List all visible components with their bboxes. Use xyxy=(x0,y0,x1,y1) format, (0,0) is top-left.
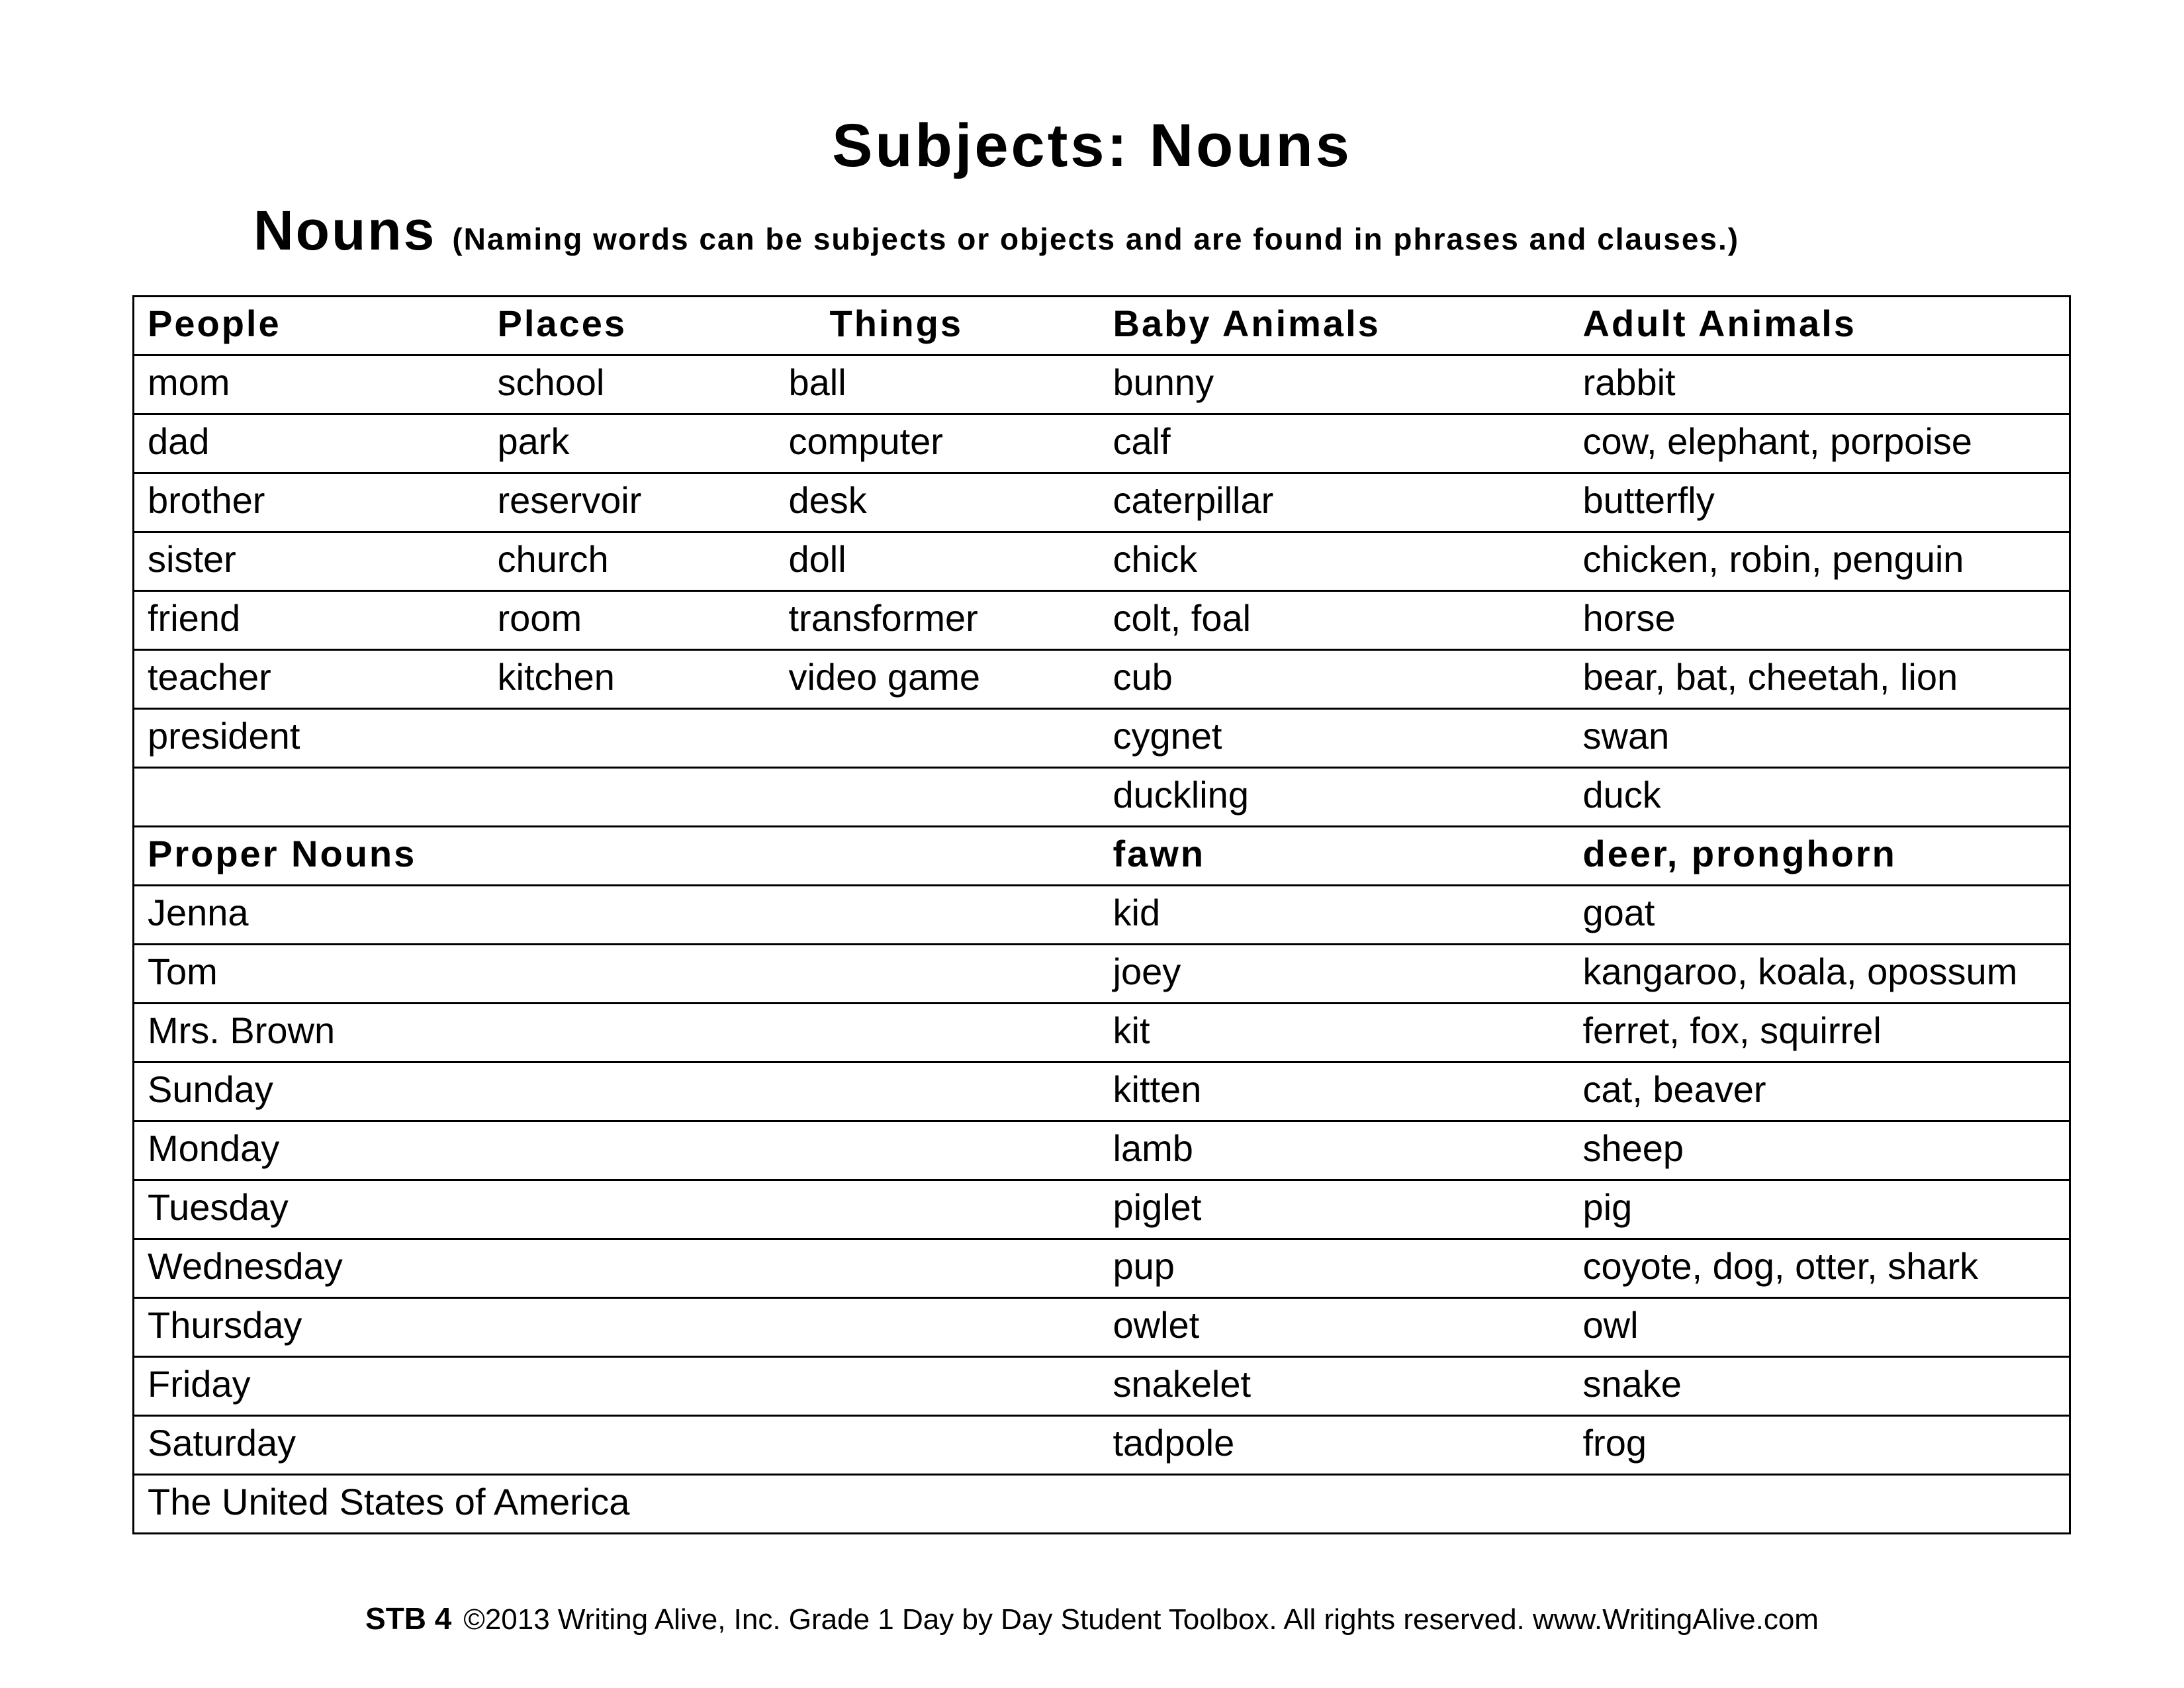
cell-places: reservoir xyxy=(497,479,642,521)
cell-people: Saturday xyxy=(148,1422,296,1464)
cell-things: ball xyxy=(788,361,846,403)
cell-baby-animals: duckling xyxy=(1113,774,1249,816)
footer-code: STB 4 xyxy=(365,1601,452,1636)
table-row xyxy=(134,532,2070,591)
table-row xyxy=(134,473,2070,532)
cell-baby-animals: tadpole xyxy=(1113,1422,1235,1464)
cell-adult-animals: chicken, robin, penguin xyxy=(1582,538,1964,580)
cell-adult-animals: bear, bat, cheetah, lion xyxy=(1582,656,1958,698)
table-row xyxy=(134,945,2070,1004)
table-row xyxy=(134,1121,2070,1180)
cell-people: Sunday xyxy=(148,1068,273,1110)
cell-baby-animals: bunny xyxy=(1113,361,1214,403)
cell-adult-animals: cat, beaver xyxy=(1582,1068,1766,1110)
table-row xyxy=(134,1180,2070,1239)
cell-people: mom xyxy=(148,361,230,403)
table-row xyxy=(134,768,2070,827)
cell-baby-animals: cub xyxy=(1113,656,1173,698)
cell-people: Wednesday xyxy=(148,1245,343,1287)
column-header-baby-animals: Baby Animals xyxy=(1113,303,1381,344)
section-heading-title: Nouns xyxy=(253,199,437,261)
cell-baby-animals: lamb xyxy=(1113,1127,1193,1169)
cell-places xyxy=(484,1357,784,1416)
cell-places xyxy=(484,1180,784,1239)
cell-things xyxy=(784,827,1100,886)
cell-people: president xyxy=(148,715,300,757)
cell-things: doll xyxy=(788,538,846,580)
cell-baby-animals: owlet xyxy=(1113,1304,1200,1346)
cell-things xyxy=(784,886,1100,945)
cell-people: Friday xyxy=(148,1363,251,1405)
cell-places xyxy=(484,1416,784,1475)
column-header-adult-animals: Adult Animals xyxy=(1582,303,1856,344)
cell-things xyxy=(784,1298,1100,1357)
cell-baby-animals: fawn xyxy=(1113,833,1206,874)
table-row xyxy=(134,650,2070,709)
cell-baby-animals: colt, foal xyxy=(1113,597,1251,639)
table-row xyxy=(134,1475,2070,1534)
cell-people: brother xyxy=(148,479,265,521)
cell-baby-animals: cygnet xyxy=(1113,715,1222,757)
column-header-people: People xyxy=(148,303,281,344)
column-header-places: Places xyxy=(497,303,627,344)
section-heading-note: (Naming words can be subjects or objects and are found in phrases and clauses.) xyxy=(452,222,1740,256)
cell-people: Tom xyxy=(148,951,218,992)
table-row xyxy=(134,591,2070,650)
nouns-table xyxy=(132,295,2071,1534)
cell-people: Thursday xyxy=(148,1304,302,1346)
cell-things xyxy=(784,1004,1100,1062)
cell-things: desk xyxy=(788,479,867,521)
cell-adult-animals: kangaroo, koala, opossum xyxy=(1582,951,2018,992)
cell-adult-animals xyxy=(1570,1475,2070,1534)
cell-things xyxy=(784,1062,1100,1121)
table-row xyxy=(134,827,2070,886)
cell-baby-animals: piglet xyxy=(1113,1186,1202,1228)
cell-baby-animals: snakelet xyxy=(1113,1363,1251,1405)
cell-people: sister xyxy=(148,538,236,580)
cell-places xyxy=(484,945,784,1004)
cell-places xyxy=(484,709,784,768)
cell-things xyxy=(784,709,1100,768)
cell-adult-animals: duck xyxy=(1582,774,1661,816)
cell-adult-animals: butterfly xyxy=(1582,479,1715,521)
page-footer xyxy=(0,1601,2184,1636)
cell-places xyxy=(484,1062,784,1121)
cell-things xyxy=(784,945,1100,1004)
table-row xyxy=(134,1062,2070,1121)
cell-adult-animals: coyote, dog, otter, shark xyxy=(1582,1245,1979,1287)
column-header-things: Things xyxy=(829,303,964,344)
nouns-table-body xyxy=(134,297,2070,1534)
table-header-row xyxy=(134,297,2070,355)
cell-things xyxy=(784,1416,1100,1475)
cell-adult-animals: goat xyxy=(1582,892,1655,933)
cell-adult-animals: pig xyxy=(1582,1186,1633,1228)
cell-people: teacher xyxy=(148,656,271,698)
cell-things xyxy=(784,1357,1100,1416)
cell-people: Mrs. Brown xyxy=(148,1009,336,1051)
cell-places: kitchen xyxy=(497,656,615,698)
table-row xyxy=(134,1357,2070,1416)
cell-things: computer xyxy=(788,420,943,462)
cell-baby-animals: kit xyxy=(1113,1009,1150,1051)
cell-places: church xyxy=(497,538,609,580)
cell-places xyxy=(484,768,784,827)
cell-baby-animals: chick xyxy=(1113,538,1198,580)
cell-adult-animals: ferret, fox, squirrel xyxy=(1582,1009,1882,1051)
cell-adult-animals: swan xyxy=(1582,715,1670,757)
cell-people: Proper Nouns xyxy=(148,833,417,874)
cell-adult-animals: snake xyxy=(1582,1363,1682,1405)
cell-places xyxy=(484,1004,784,1062)
cell-baby-animals xyxy=(1100,1475,1570,1534)
table-row xyxy=(134,1239,2070,1298)
cell-things xyxy=(784,1239,1100,1298)
cell-adult-animals: frog xyxy=(1582,1422,1647,1464)
cell-people: Tuesday xyxy=(148,1186,289,1228)
table-row xyxy=(134,1416,2070,1475)
cell-adult-animals: horse xyxy=(1582,597,1676,639)
cell-adult-animals: deer, pronghorn xyxy=(1582,833,1897,874)
cell-baby-animals: caterpillar xyxy=(1113,479,1274,521)
cell-baby-animals: joey xyxy=(1113,951,1181,992)
cell-things xyxy=(784,1475,1100,1534)
cell-people: dad xyxy=(148,420,210,462)
page-title: Subjects: Nouns xyxy=(832,112,1352,179)
table-row xyxy=(134,886,2070,945)
cell-people: Monday xyxy=(148,1127,280,1169)
table-row xyxy=(134,1004,2070,1062)
cell-baby-animals: kid xyxy=(1113,892,1161,933)
table-row xyxy=(134,355,2070,414)
cell-things xyxy=(784,768,1100,827)
cell-adult-animals: owl xyxy=(1582,1304,1639,1346)
cell-people: Jenna xyxy=(148,892,249,933)
cell-adult-animals: rabbit xyxy=(1582,361,1676,403)
table-row xyxy=(134,709,2070,768)
cell-things xyxy=(784,1180,1100,1239)
cell-places: school xyxy=(497,361,605,403)
cell-places xyxy=(484,1121,784,1180)
cell-people xyxy=(134,768,484,827)
table-row xyxy=(134,1298,2070,1357)
cell-baby-animals: kitten xyxy=(1113,1068,1202,1110)
cell-places xyxy=(484,1298,784,1357)
cell-places: park xyxy=(497,420,570,462)
cell-baby-animals: calf xyxy=(1113,420,1171,462)
cell-places xyxy=(484,886,784,945)
footer-copyright: ©2013 Writing Alive, Inc. Grade 1 Day by Day Student Toolbox. All rights reserved. www.WritingAlive.com xyxy=(463,1603,1819,1636)
cell-people: friend xyxy=(148,597,241,639)
cell-places xyxy=(484,827,784,886)
cell-things: video game xyxy=(788,656,981,698)
cell-things: transformer xyxy=(788,597,978,639)
cell-adult-animals: cow, elephant, porpoise xyxy=(1582,420,1972,462)
cell-places: room xyxy=(497,597,582,639)
cell-baby-animals: pup xyxy=(1113,1245,1175,1287)
cell-things xyxy=(784,1121,1100,1180)
cell-people: The United States of America xyxy=(148,1481,630,1523)
cell-places xyxy=(484,1239,784,1298)
section-heading xyxy=(253,191,1739,287)
cell-adult-animals: sheep xyxy=(1582,1127,1684,1169)
table-row xyxy=(134,414,2070,473)
